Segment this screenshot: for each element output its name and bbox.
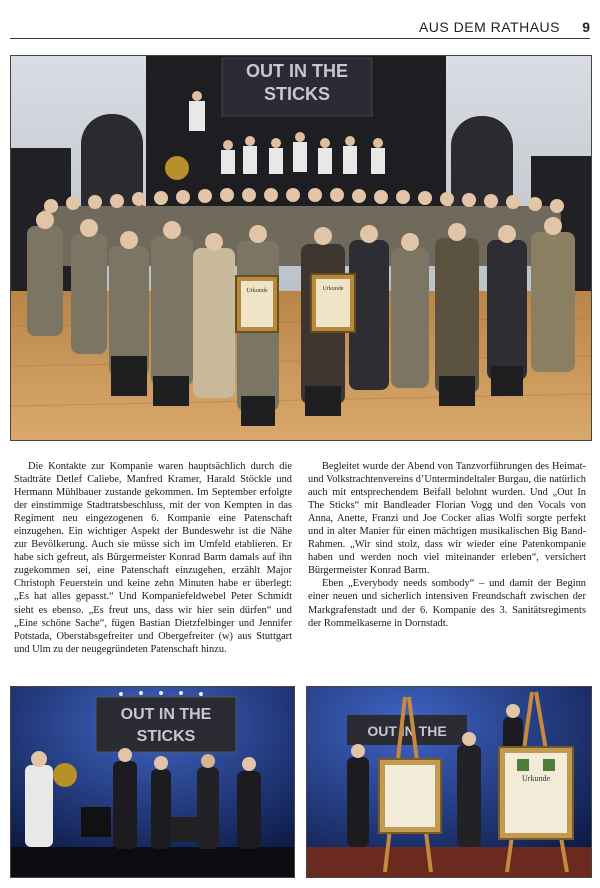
paragraph: Die Kontakte zur Kompanie waren hauptsächlich durch die Stadträte Detlef Caliebe, Manfred Kramer, Harald Stöckle und Hermann Mühlbauer zustande gekommen. Im September erfolgte der einstimmige Stadtratsbeschluss, mit der von Kempten in das Regiment neu eingezogenen 6. Kompanie eine Patenschaft einzugehen. Ein wichtiger Aspekt der Bundeswehr ist die Nähe zur Bevölkerung. Auch sie müsse sich im Umfeld etablieren. Er habe sich gefreut, als Bürgermeister Konrad Barm damals auf ihn zugekommen sei, eine Patenschaft einzugehen, erzählt Major Christoph Feuerstein und keine zehn Minuten habe er überlegt: „Es hat alles gepasst.“ Und Kompaniefeldwebel Peter Schmidt sieht es ebenso. „Es freut uns, dass wir hier sein dürfen“ und „Eine schöne Sache“, fügen Bastian Dietzfelbinger und Jennifer Potstada, Oberstabsgefreiter und Obergefreiter (w) aus Stuttgart und Ulm zu der neugegründeten Patenschaft hinzu. [14,461,292,655]
page-header [10,10,590,38]
article-column-right [308,460,586,630]
paragraph: Eben „Everybody needs sombody“ – und damit der Beginn einer neuen und sicherlich intensiven Freundschaft zwischen der Markgrafenstadt und der 6. Kompanie des 3. Sanitätsregiments der Rommelkaserne in Dornstadt. [308,578,586,629]
article-column-left [14,460,292,656]
paragraph: Begleitet wurde der Abend von Tanzvorführungen des Heimat- und Volkstrachtenvereins d’Untermindeltaler Burgau, die natürlich auch mit entsprechendem Beifall belohnt wurden. Und „Out In The Sticks“ mit Bandleader Florian Vogg und den Vocals von Anna, Anette, Franzi und Joe Cocker alias Wolfi sorgte perfekt und in alter Manier für einen mächtigen musikalischen Big Band-Rahmen. „Wir sind stolz, dass wir wieder eine Patenkompanie haben und werden noch viel miteinander erleben“, versichert Bürgermeister Konrad Barm. [308,461,586,577]
certificate-title: Urkunde [322,286,344,292]
tuba-icon [53,763,77,787]
group-photo [10,55,592,441]
page-number: 9 [582,19,590,35]
section-title: AUS DEM RATHAUS [418,19,560,35]
tuba-icon [165,156,189,180]
certificate-title: Urkunde [522,774,550,783]
banner-line-2: STICKS [263,84,331,104]
banner-line-1: OUT IN THE [246,61,348,81]
certificates-photo [306,686,592,878]
certificate-title: Urkunde [246,288,268,294]
header-rule [10,38,590,39]
banner-line-1: OUT IN THE [120,706,212,723]
band-photo [10,686,295,878]
banner-line-2: STICKS [136,728,196,745]
banner-line-1: OUT IN THE [367,723,447,739]
